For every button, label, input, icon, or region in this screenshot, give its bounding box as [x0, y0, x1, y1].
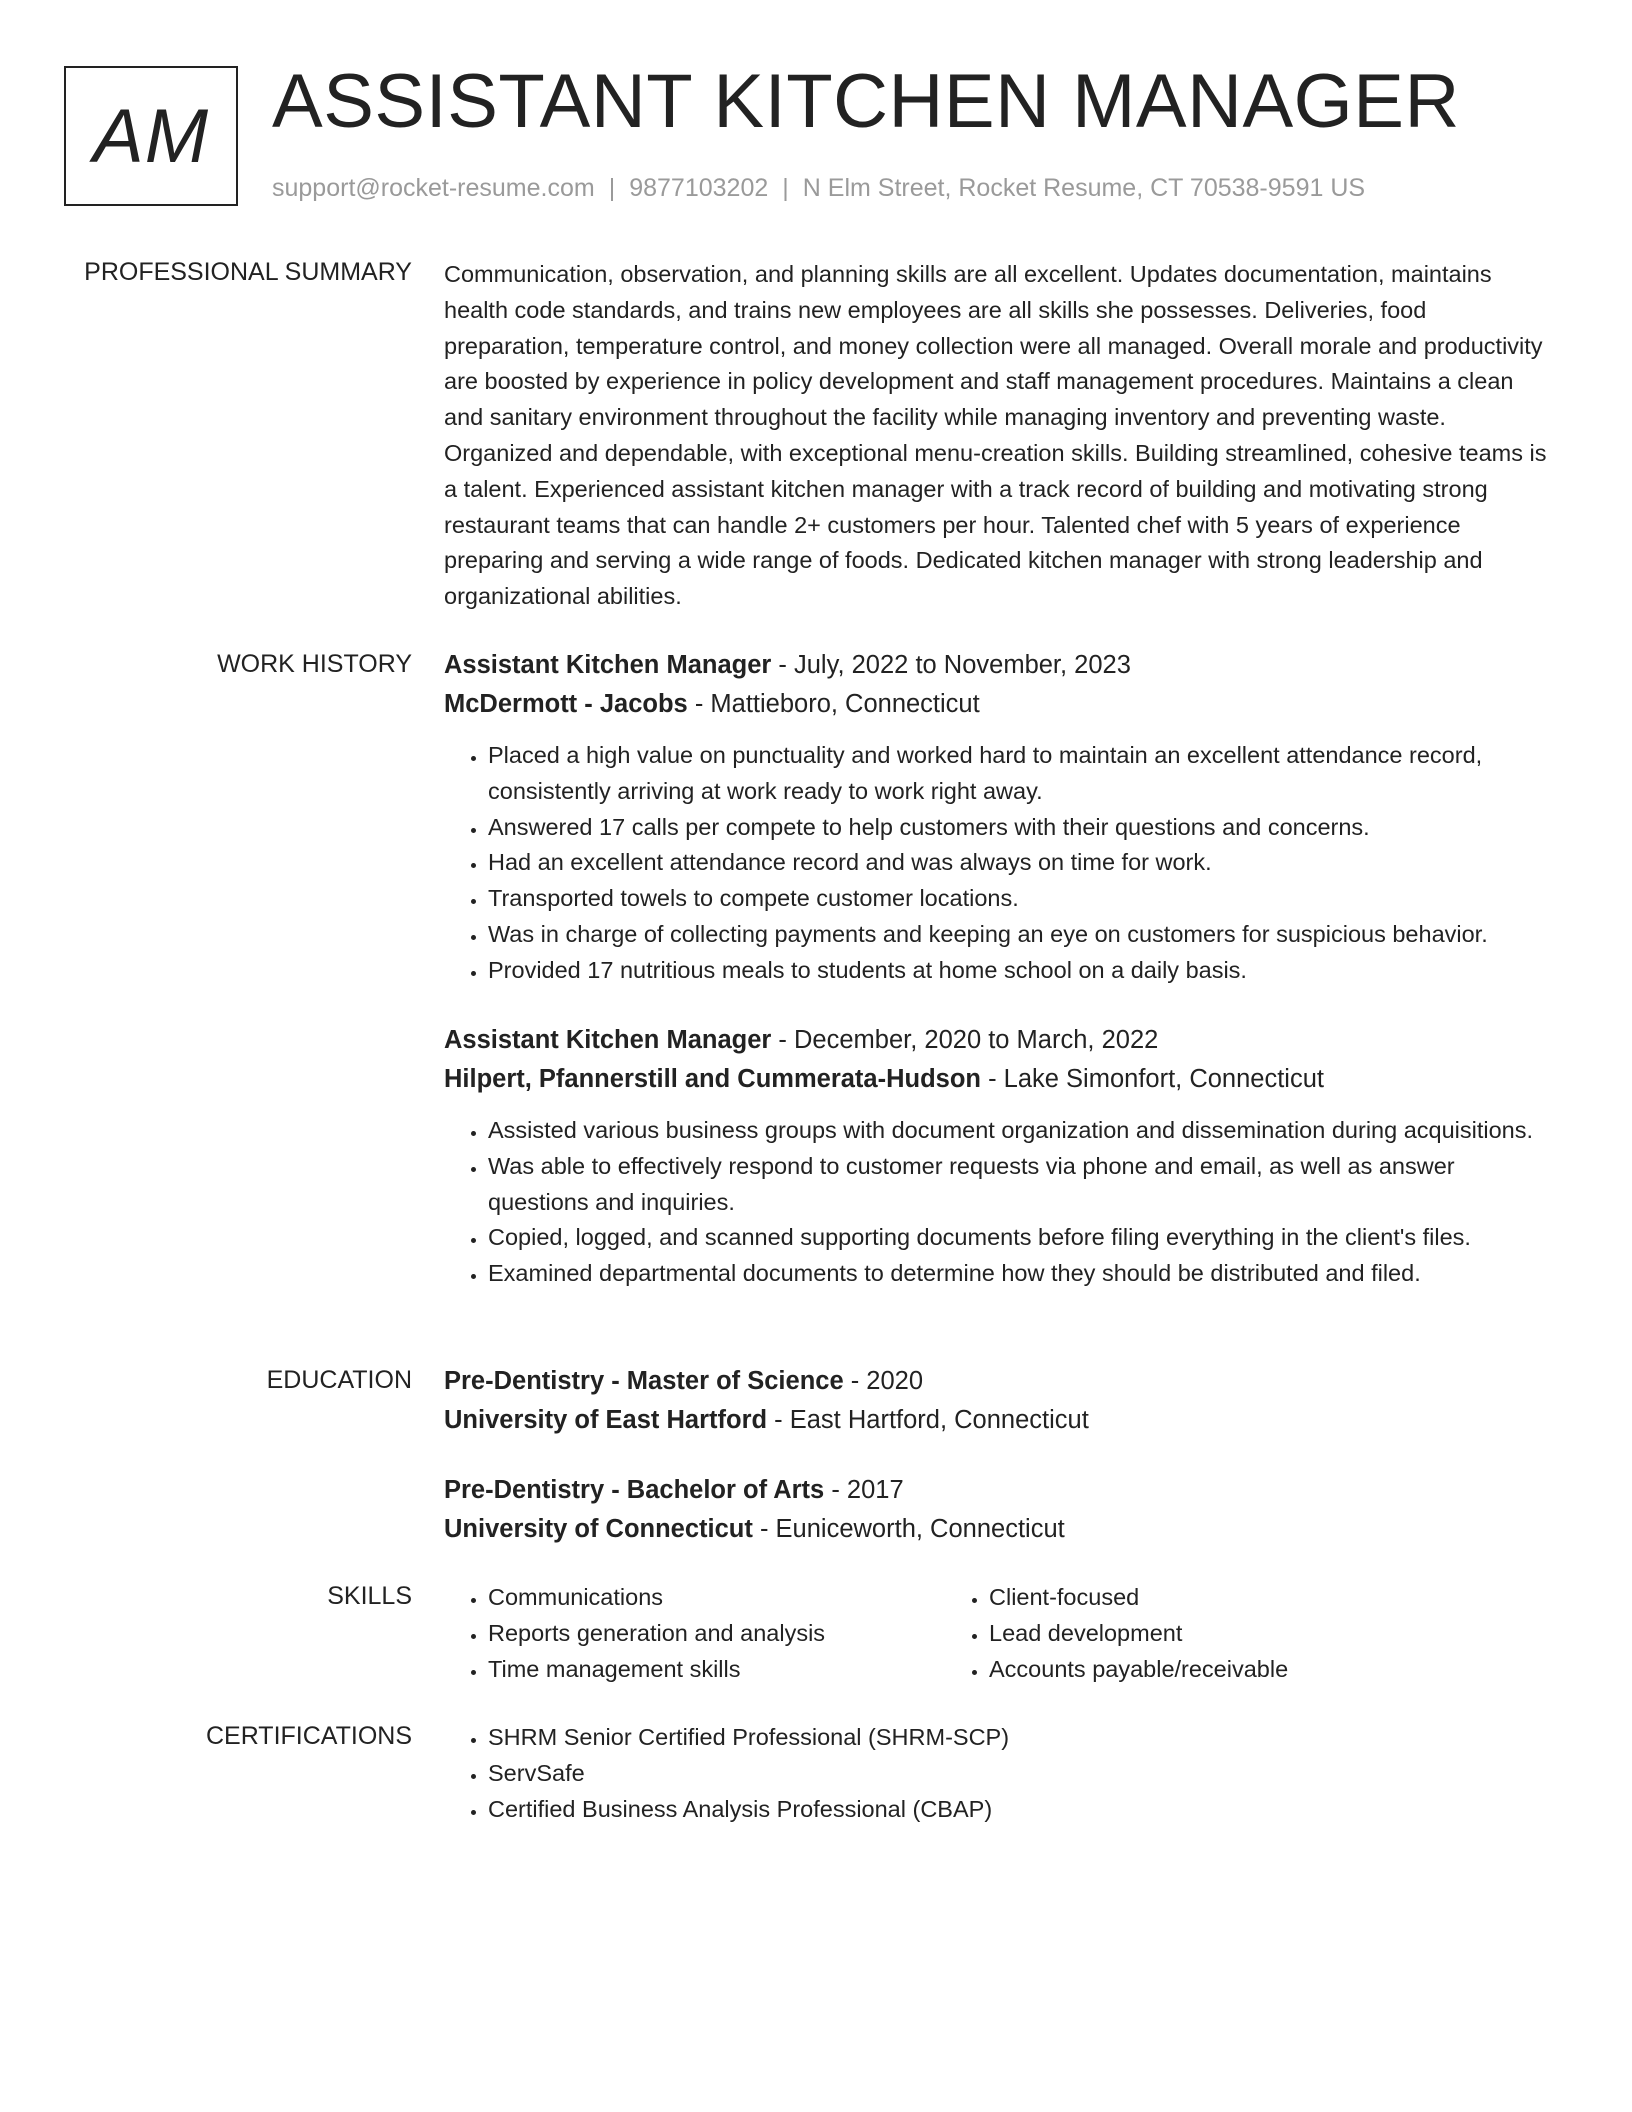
list-item: • Copied, logged, and scanned supporting documents before filing everything in the client's files.: [488, 1220, 1554, 1256]
school-location: - Euniceworth, Connecticut: [752, 1515, 1065, 1543]
section-label-work-history: WORK HISTORY: [217, 650, 412, 678]
education-entry-2: [444, 1471, 1554, 1549]
degree-year: - 2020: [843, 1367, 924, 1395]
job-location: - Lake Simonfort, Connecticut: [981, 1065, 1324, 1093]
list-item: • Had an excellent attendance record and was always on time for work.: [488, 845, 1554, 881]
list-item: • SHRM Senior Certified Professional (SHRM-SCP): [488, 1720, 1009, 1756]
degree-line: [444, 1471, 1554, 1510]
list-item: • Communications: [488, 1580, 945, 1616]
education-entry-1: [444, 1362, 1554, 1440]
school-line: [444, 1401, 1554, 1440]
section-label-education: EDUCATION: [266, 1366, 412, 1394]
contact-separator: |: [608, 174, 616, 202]
job-org-line: [444, 685, 1554, 724]
certifications-columns: [444, 1720, 1554, 1827]
list-item: • Provided 17 nutritious meals to students at home school on a daily basis.: [488, 953, 1554, 989]
degree-line: [444, 1362, 1554, 1401]
monogram-logo: AM: [64, 66, 238, 206]
certifications-list: [444, 1720, 1009, 1827]
list-item: • Transported towels to compete customer locations.: [488, 881, 1554, 917]
list-item: • Time management skills: [488, 1652, 945, 1688]
job-bullets: [444, 1113, 1554, 1292]
skills-section: [444, 1580, 1554, 1687]
list-item: • Was able to effectively respond to customer requests via phone and email, as well as answer questions and inquiries.: [488, 1149, 1554, 1221]
job-title: Assistant Kitchen Manager: [444, 1026, 772, 1054]
contact-line: [272, 174, 1365, 203]
work-entry-2: [444, 1021, 1554, 1292]
school: University of East Hartford: [444, 1406, 768, 1434]
list-item: • Assisted various business groups with document organization and dissemination during acquisitions.: [488, 1113, 1554, 1149]
list-item: • Certified Business Analysis Professional (CBAP): [488, 1792, 1009, 1828]
certifications-section: [444, 1720, 1554, 1827]
list-item: • Placed a high value on punctuality and worked hard to maintain an excellent attendance record, consistently arriving at work ready to work right away.: [488, 738, 1554, 810]
job-company: Hilpert, Pfannerstill and Cummerata-Hudson: [444, 1065, 981, 1093]
job-bullets: [444, 738, 1554, 989]
job-title: Assistant Kitchen Manager: [444, 651, 772, 679]
section-label-summary: PROFESSIONAL SUMMARY: [84, 258, 412, 286]
job-title-line: [444, 1021, 1554, 1060]
list-item: • Lead development: [989, 1616, 1288, 1652]
list-item: • Reports generation and analysis: [488, 1616, 945, 1652]
contact-email[interactable]: support@rocket-resume.com: [272, 174, 595, 202]
job-dates: - December, 2020 to March, 2022: [771, 1026, 1159, 1054]
contact-address: N Elm Street, Rocket Resume, CT 70538-9591 US: [802, 174, 1366, 202]
school: University of Connecticut: [444, 1515, 753, 1543]
contact-separator: |: [782, 174, 789, 202]
skills-list-left: [444, 1580, 945, 1687]
list-item: • Accounts payable/receivable: [989, 1652, 1288, 1688]
degree-year: - 2017: [824, 1476, 904, 1504]
skills-columns: [444, 1580, 1554, 1687]
contact-phone[interactable]: 9877103202: [629, 174, 769, 202]
job-org-line: [444, 1060, 1554, 1099]
school-line: [444, 1510, 1554, 1549]
summary-section: [444, 257, 1554, 615]
list-item: • ServSafe: [488, 1756, 1009, 1792]
list-item: • Was in charge of collecting payments and keeping an eye on customers for suspicious behavior.: [488, 917, 1554, 953]
job-company: McDermott - Jacobs: [444, 690, 688, 718]
summary-text: Communication, observation, and planning skills are all excellent. Updates documentation, maintains health code standards, and trains new employees are all skills she possesses. Deliveries, food preparation, temperature control, and money collection were all managed. Overall morale and productivity are boosted by experience in policy development and staff management procedures. Maintains a clean and sanitary environment throughout the facility while managing inventory and preventing waste. Organized and dependable, with exceptional menu-creation skills. Building streamlined, cohesive teams is a talent. Experienced assistant kitchen manager with a track record of building and motivating strong restaurant teams that can handle 2+ customers per hour. Talented chef with 5 years of experience preparing and serving a wide range of foods. Dedicated kitchen manager with strong leadership and organizational abilities.: [444, 261, 1547, 610]
list-item: • Client-focused: [989, 1580, 1288, 1616]
list-item: • Answered 17 calls per compete to help customers with their questions and concerns.: [488, 810, 1554, 846]
job-dates: - July, 2022 to November, 2023: [771, 651, 1131, 679]
job-location: - Mattieboro, Connecticut: [687, 690, 980, 718]
school-location: - East Hartford, Connecticut: [767, 1406, 1089, 1434]
skills-list-right: [945, 1580, 1288, 1687]
section-label-certifications: CERTIFICATIONS: [205, 1722, 412, 1750]
section-label-skills: SKILLS: [327, 1582, 412, 1610]
list-item: • Examined departmental documents to determine how they should be distributed and filed.: [488, 1256, 1554, 1292]
degree: Pre-Dentistry - Master of Science: [444, 1367, 844, 1395]
degree: Pre-Dentistry - Bachelor of Arts: [444, 1476, 825, 1504]
work-entry-1: [444, 646, 1554, 989]
resume-title: ASSISTANT KITCHEN MANAGER: [272, 59, 1460, 144]
job-title-line: [444, 646, 1554, 685]
